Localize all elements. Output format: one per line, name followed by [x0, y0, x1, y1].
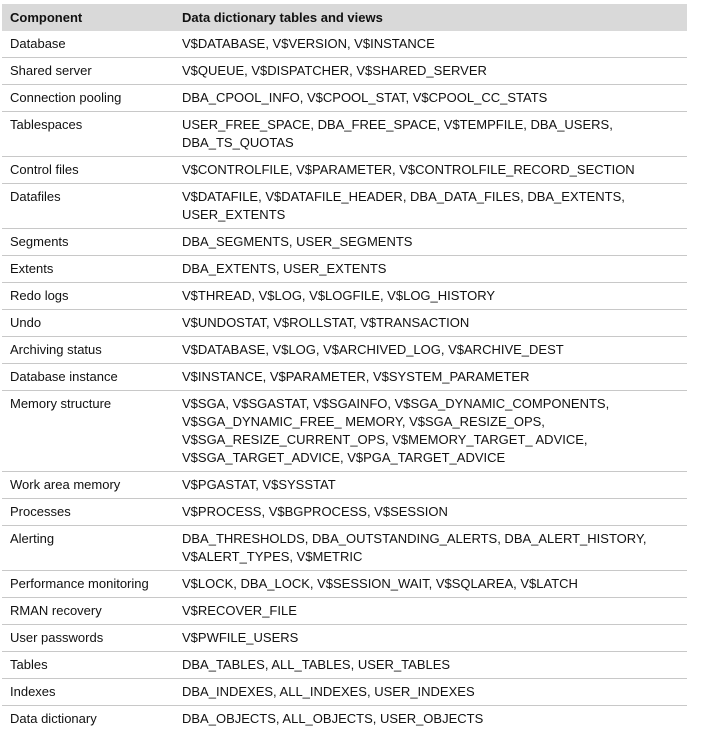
table-row [2, 364, 687, 391]
table-row [2, 571, 687, 598]
component-cell: Tables [2, 652, 174, 679]
table-row [2, 652, 687, 679]
table-row [2, 337, 687, 364]
views-cell: DBA_EXTENTS, USER_EXTENTS [174, 256, 687, 283]
table-row [2, 499, 687, 526]
views-cell: V$THREAD, V$LOG, V$LOGFILE, V$LOG_HISTORY [174, 283, 687, 310]
views-cell: V$PGASTAT, V$SYSSTAT [174, 472, 687, 499]
component-cell: Datafiles [2, 184, 174, 229]
table-row [2, 283, 687, 310]
component-cell: Performance monitoring [2, 571, 174, 598]
component-cell: Undo [2, 310, 174, 337]
views-cell: V$UNDOSTAT, V$ROLLSTAT, V$TRANSACTION [174, 310, 687, 337]
component-cell: Work area memory [2, 472, 174, 499]
views-cell: V$SGA, V$SGASTAT, V$SGAINFO, V$SGA_DYNAMIC_COMPONENTS, V$SGA_DYNAMIC_FREE_ MEMORY, V$SGA_RESIZE_OPS, V$SGA_RESIZE_CURRENT_OPS, V$MEMORY_TARGET_ ADVICE, V$SGA_TARGET_ADVICE, V$PGA_TARGET_ADVICE [174, 391, 687, 472]
dictionary-table-container [2, 4, 687, 732]
views-cell: V$PROCESS, V$BGPROCESS, V$SESSION [174, 499, 687, 526]
views-cell: V$PWFILE_USERS [174, 625, 687, 652]
views-cell: USER_FREE_SPACE, DBA_FREE_SPACE, V$TEMPFILE, DBA_USERS, DBA_TS_QUOTAS [174, 112, 687, 157]
header-views: Data dictionary tables and views [174, 4, 687, 31]
component-cell: Shared server [2, 58, 174, 85]
table-row [2, 391, 687, 472]
component-cell: Memory structure [2, 391, 174, 472]
component-cell: RMAN recovery [2, 598, 174, 625]
table-row [2, 157, 687, 184]
views-cell: V$QUEUE, V$DISPATCHER, V$SHARED_SERVER [174, 58, 687, 85]
views-cell: V$CONTROLFILE, V$PARAMETER, V$CONTROLFILE_RECORD_SECTION [174, 157, 687, 184]
component-cell: Control files [2, 157, 174, 184]
views-cell: DBA_OBJECTS, ALL_OBJECTS, USER_OBJECTS [174, 706, 687, 732]
views-cell: DBA_SEGMENTS, USER_SEGMENTS [174, 229, 687, 256]
views-cell: DBA_TABLES, ALL_TABLES, USER_TABLES [174, 652, 687, 679]
table-row [2, 598, 687, 625]
component-cell: Archiving status [2, 337, 174, 364]
table-row [2, 85, 687, 112]
component-cell: Connection pooling [2, 85, 174, 112]
component-cell: Extents [2, 256, 174, 283]
table-row [2, 526, 687, 571]
component-cell: Alerting [2, 526, 174, 571]
component-cell: Database [2, 31, 174, 58]
dictionary-table [2, 4, 687, 732]
component-cell: Processes [2, 499, 174, 526]
table-row [2, 112, 687, 157]
component-cell: Segments [2, 229, 174, 256]
table-row [2, 310, 687, 337]
table-row [2, 472, 687, 499]
views-cell: DBA_CPOOL_INFO, V$CPOOL_STAT, V$CPOOL_CC_STATS [174, 85, 687, 112]
component-cell: User passwords [2, 625, 174, 652]
views-cell: DBA_THRESHOLDS, DBA_OUTSTANDING_ALERTS, DBA_ALERT_HISTORY, V$ALERT_TYPES, V$METRIC [174, 526, 687, 571]
views-cell: DBA_INDEXES, ALL_INDEXES, USER_INDEXES [174, 679, 687, 706]
table-row [2, 58, 687, 85]
component-cell: Redo logs [2, 283, 174, 310]
component-cell: Data dictionary [2, 706, 174, 732]
component-cell: Tablespaces [2, 112, 174, 157]
table-row [2, 184, 687, 229]
table-row [2, 229, 687, 256]
table-body [2, 31, 687, 732]
views-cell: V$LOCK, DBA_LOCK, V$SESSION_WAIT, V$SQLAREA, V$LATCH [174, 571, 687, 598]
component-cell: Database instance [2, 364, 174, 391]
table-row [2, 625, 687, 652]
table-row [2, 256, 687, 283]
views-cell: V$DATABASE, V$VERSION, V$INSTANCE [174, 31, 687, 58]
views-cell: V$INSTANCE, V$PARAMETER, V$SYSTEM_PARAMETER [174, 364, 687, 391]
table-row [2, 679, 687, 706]
views-cell: V$DATAFILE, V$DATAFILE_HEADER, DBA_DATA_FILES, DBA_EXTENTS, USER_EXTENTS [174, 184, 687, 229]
component-cell: Indexes [2, 679, 174, 706]
table-row [2, 31, 687, 58]
header-component: Component [2, 4, 174, 31]
views-cell: V$DATABASE, V$LOG, V$ARCHIVED_LOG, V$ARCHIVE_DEST [174, 337, 687, 364]
table-row [2, 706, 687, 732]
table-header-row [2, 4, 687, 31]
views-cell: V$RECOVER_FILE [174, 598, 687, 625]
